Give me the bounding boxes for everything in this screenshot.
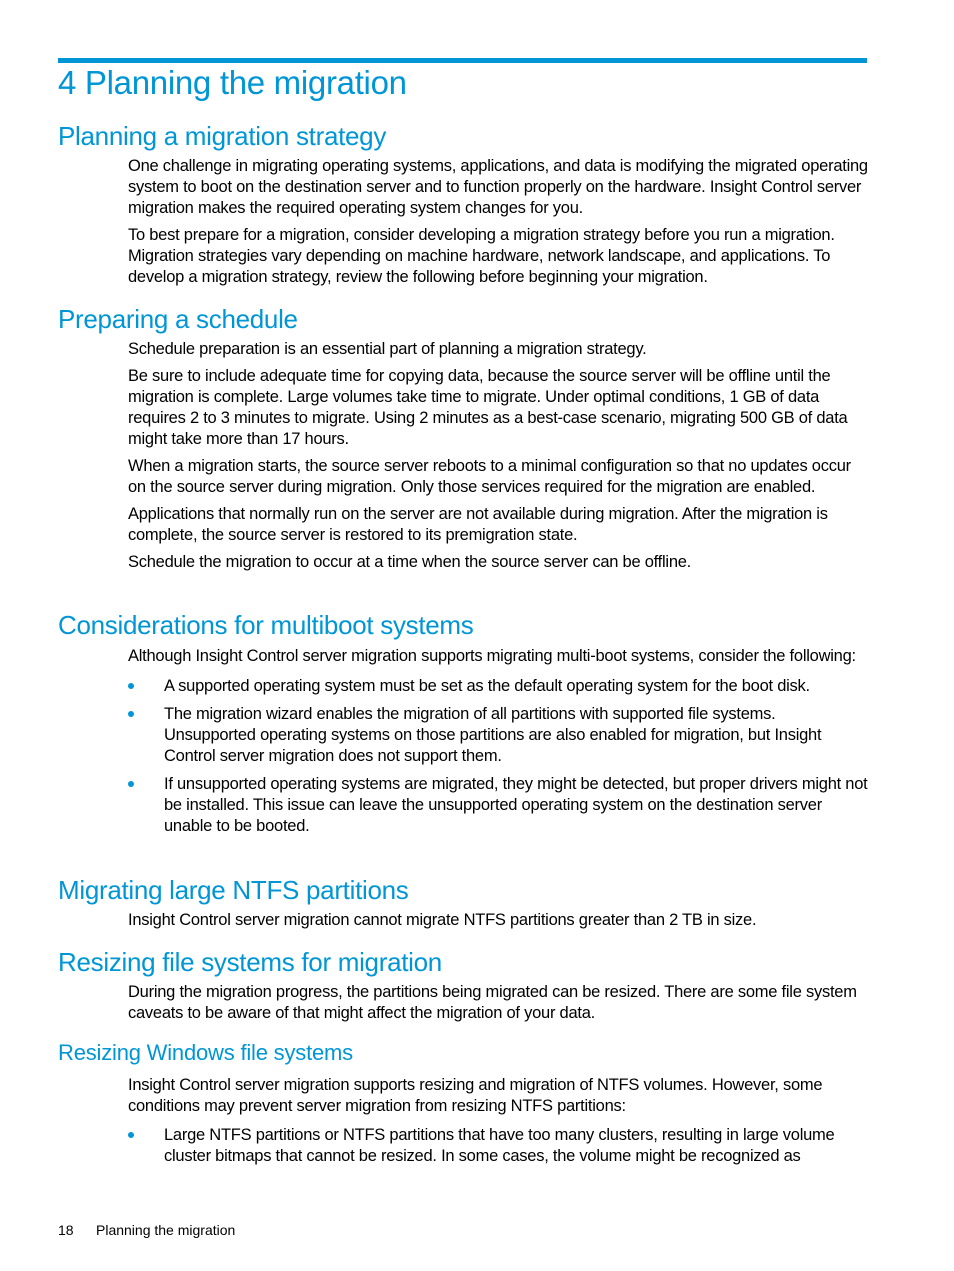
paragraph: Be sure to include adequate time for copying data, because the source server will be offline until the migration is complete. Large volumes take time to migrate. Under optimal conditions, 1 GB of data requires 2 to 3 minutes to migrate. Using 2 minutes as a best-case scenario, migrating 500 GB of data might take more than 17 hours. [128,367,848,448]
bullet-list [128,1125,868,1167]
paragraph: Although Insight Control server migration supports migrating multi-boot systems, consider the following: [128,647,856,665]
paragraph: To best prepare for a migration, consider developing a migration strategy before you run a migration. Migration strategies vary depending on machine hardware, network landscape, and applications. To develop a migration strategy, review the following before beginning your migration. [128,226,835,286]
chapter-top-rule [58,58,867,63]
section-resizing-file-systems [58,946,868,1030]
section-preparing-schedule [58,303,868,579]
paragraph: Applications that normally run on the server are not available during migration. After the migration is complete, the source server is restored to its premigration state. [128,505,828,544]
page-footer [58,1222,235,1238]
bullet-dot-icon [128,711,134,717]
list-item: Large NTFS partitions or NTFS partitions that have too many clusters, resulting in large volume cluster bitmaps that cannot be resized. In some cases, the volume might be recognized as [128,1125,868,1167]
section-heading: Migrating large NTFS partitions [58,875,409,905]
chapter-title: 4 Planning the migration [58,64,407,101]
section-migration-strategy [58,120,868,294]
section-heading: Planning a migration strategy [58,121,387,151]
section-heading: Considerations for multiboot systems [58,610,474,640]
running-title: Planning the migration [96,1222,236,1238]
section-resizing-windows [58,1039,868,1174]
list-item: If unsupported operating systems are migrated, they might be detected, but proper drivers might not be installed. This issue can leave the unsupported operating system on the destination server unable to be booted. [128,774,868,837]
paragraph: Schedule the migration to occur at a time when the source server can be offline. [128,553,692,571]
section-heading: Preparing a schedule [58,304,298,334]
list-item: The migration wizard enables the migration of all partitions with supported file systems. Unsupported operating systems on those partitions are also enabled for migration, but Insight Control server migration does not support them. [128,704,868,767]
list-item: A supported operating system must be set as the default operating system for the boot disk. [128,676,868,697]
paragraph: One challenge in migrating operating systems, applications, and data is modifying the migrated operating system to boot on the destination server and to function properly on the hardware. Insight Control server migration makes the required operating system changes for you. [128,157,868,217]
paragraph: Insight Control server migration supports resizing and migration of NTFS volumes. However, some conditions may prevent server migration from resizing NTFS partitions: [128,1076,823,1115]
paragraph: During the migration progress, the partitions being migrated can be resized. There are some file system caveats to be aware of that might affect the migration of your data. [128,983,857,1022]
bullet-list [128,676,868,837]
bullet-dot-icon [128,1132,134,1138]
paragraph: Insight Control server migration cannot migrate NTFS partitions greater than 2 TB in size. [128,911,757,929]
subsection-heading: Resizing Windows file systems [58,1040,353,1065]
paragraph: When a migration starts, the source server reboots to a minimal configuration so that no updates occur on the source server during migration. Only those services required for the migration are enabled. [128,457,851,496]
page-number: 18 [58,1222,74,1238]
section-heading: Resizing file systems for migration [58,947,442,977]
bullet-dot-icon [128,781,134,787]
bullet-dot-icon [128,683,134,689]
section-multiboot [58,609,868,844]
section-large-ntfs [58,874,868,937]
paragraph: Schedule preparation is an essential part of planning a migration strategy. [128,340,647,358]
